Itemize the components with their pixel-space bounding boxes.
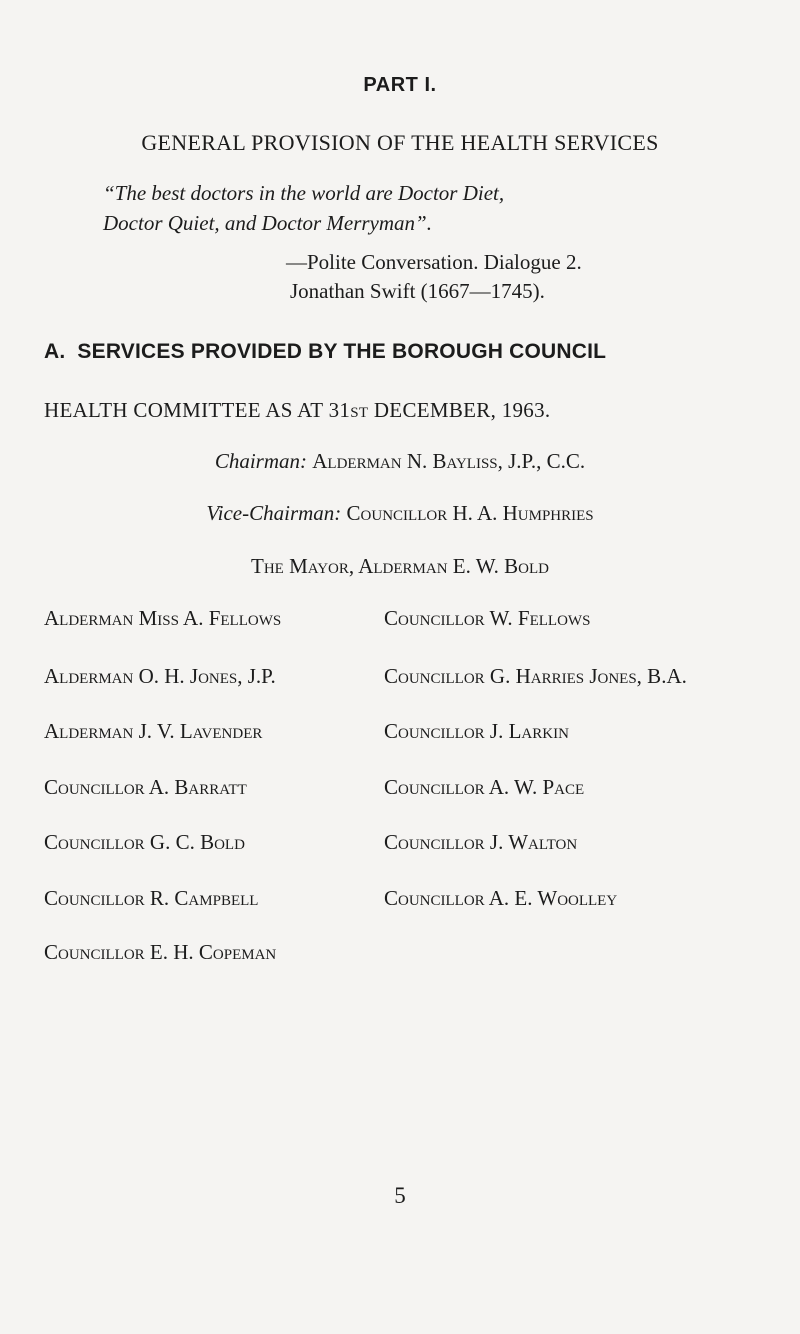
member-left-3: Alderman J. V. Lavender — [44, 719, 263, 743]
attribution-line-1: —Polite Conversation. Dialogue 2. — [286, 250, 582, 274]
general-heading: GENERAL PROVISION OF THE HEALTH SERVICES — [141, 130, 659, 155]
member-left-7: Councillor E. H. Copeman — [44, 940, 277, 964]
chairman-name: Alderman N. Bayliss, J.P., C.C. — [312, 449, 586, 473]
attribution-line-2: Jonathan Swift (1667—1745). — [290, 279, 545, 303]
quote-line-1: “The best doctors in the world are Doctor Diet, — [103, 181, 505, 205]
section-title: SERVICES PROVIDED BY THE BOROUGH COUNCIL — [77, 340, 607, 363]
chairman-label: Chairman: — [214, 449, 307, 473]
member-left-6: Councillor R. Campbell — [44, 886, 259, 910]
member-right-1: Councillor W. Fellows — [384, 606, 591, 630]
member-left-5: Councillor G. C. Bold — [44, 830, 245, 854]
page-number: 5 — [394, 1183, 406, 1208]
section-a-heading — [44, 340, 606, 364]
vice-chairman-line — [0, 501, 800, 526]
member-right-2: Councillor G. Harries Jones, B.A. — [384, 664, 687, 688]
committee-heading-ordinal: st — [350, 398, 369, 422]
committee-heading — [44, 398, 550, 423]
committee-heading-after: DECEMBER, 1963. — [368, 398, 551, 422]
committee-heading-before: HEALTH COMMITTEE AS AT 31 — [44, 398, 351, 422]
member-right-3: Councillor J. Larkin — [384, 719, 569, 743]
vice-chairman-name: Councillor H. A. Humphries — [346, 501, 594, 525]
member-left-1: Alderman Miss A. Fellows — [44, 606, 282, 630]
member-left-2: Alderman O. H. Jones, J.P. — [44, 664, 276, 688]
epigraph-attribution — [286, 248, 582, 306]
member-right-6: Councillor A. E. Woolley — [384, 886, 618, 910]
member-right-5: Councillor J. Walton — [384, 830, 578, 854]
vice-chairman-label: Vice-Chairman: — [206, 501, 342, 525]
section-letter: A. — [44, 340, 66, 363]
chairman-line — [0, 449, 800, 474]
member-left-4: Councillor A. Barratt — [44, 775, 247, 799]
quote-line-2: Doctor Quiet, and Doctor Merryman”. — [103, 211, 432, 235]
member-right-4: Councillor A. W. Pace — [384, 775, 585, 799]
mayor-line: The Mayor, Alderman E. W. Bold — [251, 554, 549, 578]
part-heading: PART I. — [363, 74, 437, 96]
epigraph-quote — [103, 178, 504, 238]
